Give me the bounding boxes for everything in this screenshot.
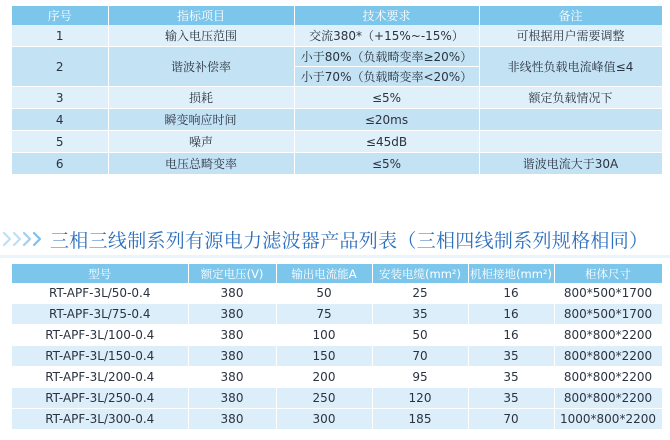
spec-item: 谐波补偿率 [108, 47, 294, 87]
product-row [12, 367, 662, 388]
product-voltage: 380 [188, 367, 276, 388]
product-row [12, 283, 662, 304]
spec-header-note: 备注 [479, 6, 662, 25]
product-ground: 16 [468, 283, 554, 304]
product-header-row [12, 264, 662, 283]
spec-req: 交流380*（+15%~-15%） [294, 25, 479, 47]
spec-req: ≤20ms [294, 109, 479, 131]
product-voltage: 380 [188, 283, 276, 304]
product-cable: 185 [372, 409, 468, 430]
product-voltage: 380 [188, 409, 276, 430]
spec-note: 非线性负载电流峰值≤4 [479, 47, 662, 87]
product-ground: 35 [468, 388, 554, 409]
product-header-ground: 机柜接地(mm²) [468, 264, 554, 283]
product-model: RT-APF-3L/200-0.4 [12, 367, 188, 388]
spec-no: 6 [12, 153, 108, 175]
product-current: 200 [276, 367, 372, 388]
spec-no: 3 [12, 87, 108, 109]
product-cable: 35 [372, 304, 468, 325]
product-ground: 35 [468, 367, 554, 388]
product-header-size: 柜体尺寸 [554, 264, 662, 283]
product-current: 75 [276, 304, 372, 325]
product-size: 1000*800*2200 [554, 409, 662, 430]
product-size: 800*500*1700 [554, 304, 662, 325]
spec-req-secondary: 小于70%（负载畸变率<20%） [294, 67, 479, 87]
product-size: 800*800*2200 [554, 388, 662, 409]
product-size: 800*800*2200 [554, 346, 662, 367]
product-model: RT-APF-3L/250-0.4 [12, 388, 188, 409]
product-model: RT-APF-3L/100-0.4 [12, 325, 188, 346]
product-voltage: 380 [188, 304, 276, 325]
spec-req: ≤45dB [294, 131, 479, 153]
product-current: 150 [276, 346, 372, 367]
product-model: RT-APF-3L/75-0.4 [12, 304, 188, 325]
spec-note: 额定负载情况下 [479, 87, 662, 109]
product-size: 800*800*2200 [554, 367, 662, 388]
product-voltage: 380 [188, 388, 276, 409]
spec-no: 2 [12, 47, 108, 87]
spec-header-item: 指标项目 [108, 6, 294, 25]
product-ground: 16 [468, 304, 554, 325]
product-voltage: 380 [188, 325, 276, 346]
spec-item: 损耗 [108, 87, 294, 109]
product-size: 800*800*2200 [554, 325, 662, 346]
spec-item: 瞬变响应时间 [108, 109, 294, 131]
product-cable: 70 [372, 346, 468, 367]
product-row [12, 388, 662, 409]
product-row [12, 325, 662, 346]
spec-table [12, 6, 663, 175]
spec-note [479, 131, 662, 153]
spec-no: 4 [12, 109, 108, 131]
spec-row [12, 153, 662, 175]
product-cable: 50 [372, 325, 468, 346]
spec-item: 噪声 [108, 131, 294, 153]
product-current: 300 [276, 409, 372, 430]
product-table [12, 264, 663, 430]
spec-row [12, 109, 662, 131]
product-cable: 25 [372, 283, 468, 304]
spec-header-row [12, 6, 662, 25]
product-model: RT-APF-3L/50-0.4 [12, 283, 188, 304]
product-row [12, 409, 662, 430]
product-row [12, 304, 662, 325]
product-size: 800*500*1700 [554, 283, 662, 304]
spec-note: 谐波电流大于30A [479, 153, 662, 175]
spec-no: 1 [12, 25, 108, 47]
spec-note: 可根据用户需要调整 [479, 25, 662, 47]
product-header-cable: 安装电缆(mm²) [372, 264, 468, 283]
product-model: RT-APF-3L/300-0.4 [12, 409, 188, 430]
spec-req: ≤5% [294, 87, 479, 109]
spec-row [12, 25, 662, 47]
product-current: 50 [276, 283, 372, 304]
product-cable: 95 [372, 367, 468, 388]
spec-row [12, 131, 662, 153]
spec-item: 电压总畸变率 [108, 153, 294, 175]
spec-note [479, 109, 662, 131]
product-header-current: 输出电流能A [276, 264, 372, 283]
product-cable: 120 [372, 388, 468, 409]
spec-item: 输入电压范围 [108, 25, 294, 47]
spec-header-req: 技术要求 [294, 6, 479, 25]
spec-no: 5 [12, 131, 108, 153]
product-voltage: 380 [188, 346, 276, 367]
product-ground: 35 [468, 346, 554, 367]
chevron-arrows-icon [0, 228, 42, 250]
product-current: 100 [276, 325, 372, 346]
spec-row [12, 47, 662, 67]
product-model: RT-APF-3L/150-0.4 [12, 346, 188, 367]
spec-header-no: 序号 [12, 6, 108, 25]
product-list-title: 三相三线制系列有源电力滤波器产品列表（三相四线制系列规格相同） [50, 230, 649, 252]
product-header-model: 型号 [12, 264, 188, 283]
product-ground: 16 [468, 325, 554, 346]
spec-req: 小于80%（负载畸变率≥20%） [294, 47, 479, 67]
product-row [12, 346, 662, 367]
spec-req: ≤5% [294, 153, 479, 175]
spec-row [12, 87, 662, 109]
product-current: 250 [276, 388, 372, 409]
title-divider [0, 255, 670, 258]
product-header-voltage: 额定电压(V) [188, 264, 276, 283]
product-ground: 70 [468, 409, 554, 430]
